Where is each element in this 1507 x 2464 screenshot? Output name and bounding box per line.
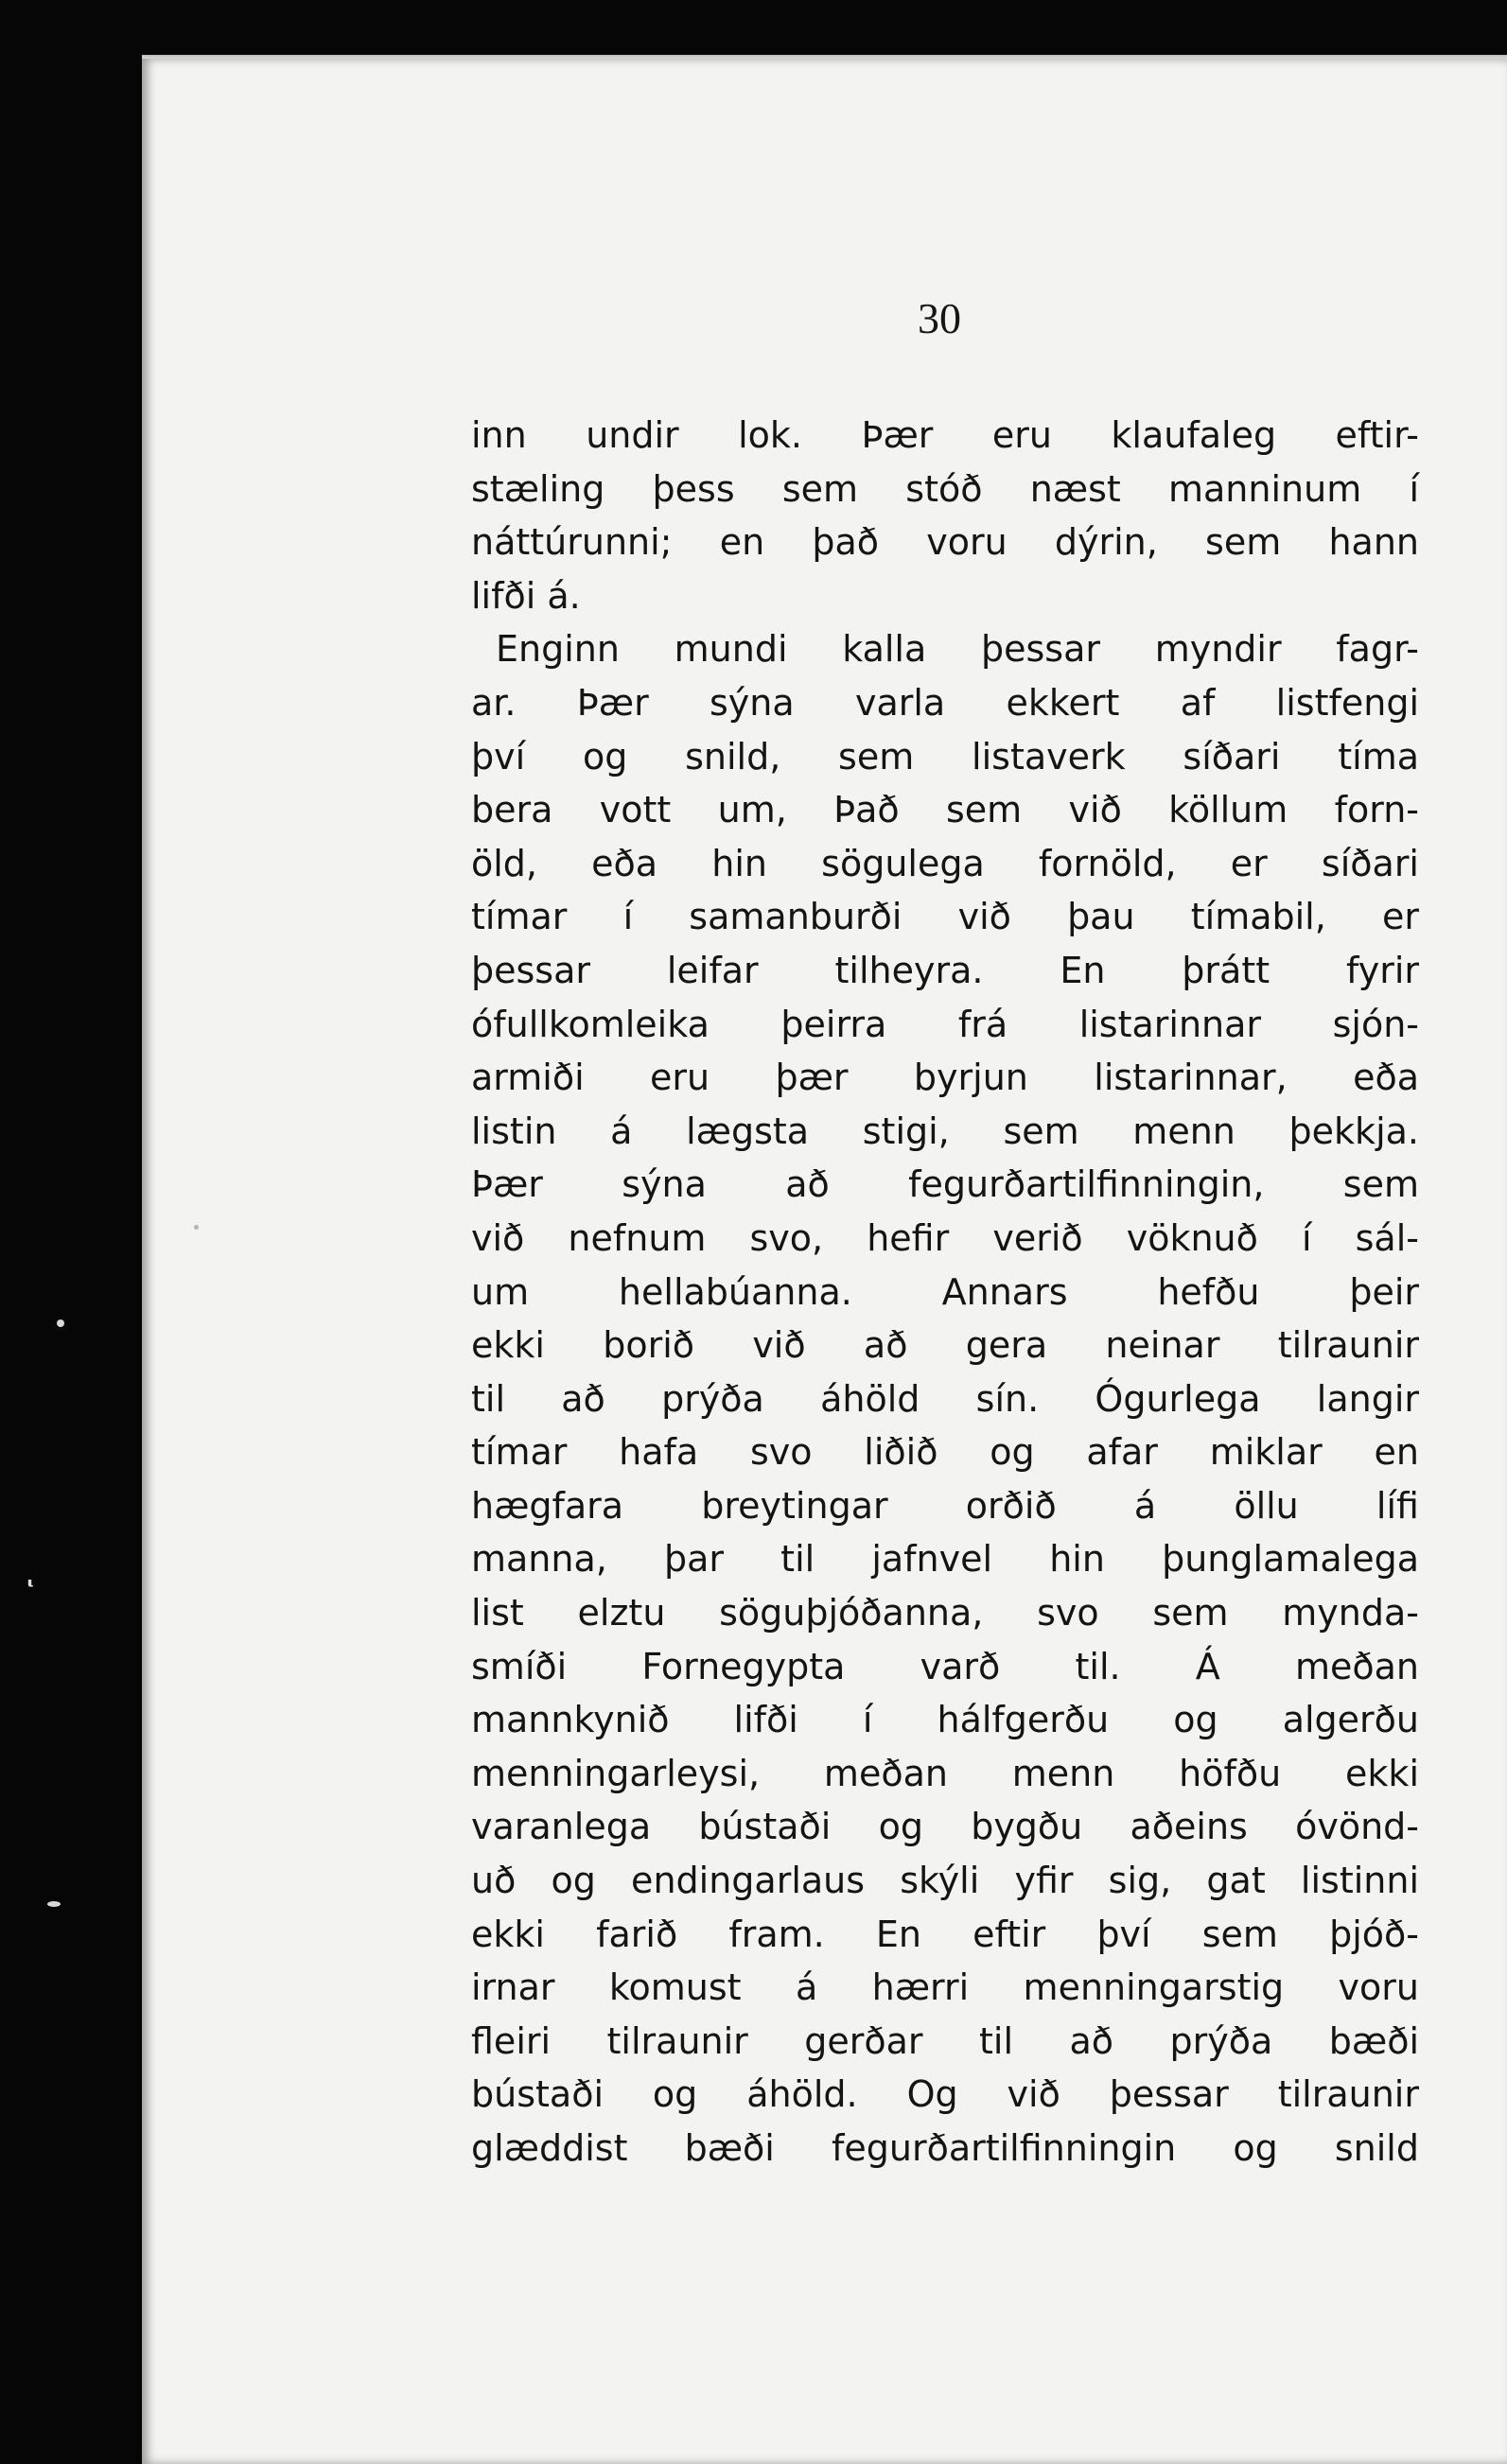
body-text — [471, 409, 1419, 2176]
text-line: tímar hafa svo liðið og afar miklar en — [471, 1431, 1419, 1474]
scan-speck — [194, 1225, 199, 1230]
text-line: lifði á. — [471, 574, 581, 617]
text-line: ekki farið fram. En eftir því sem þjóð- — [471, 1913, 1419, 1955]
text-line: uð og endingarlaus skýli yfir sig, gat listinni — [471, 1860, 1419, 1902]
text-line: smíði Fornegypta varð til. Á meðan — [471, 1645, 1419, 1687]
text-line: ófullkomleika þeirra frá listarinnar sjón- — [471, 1003, 1419, 1045]
text-line: manna, þar til jafnvel hin þunglamalega — [471, 1538, 1419, 1581]
text-line: listin á lægsta stigi, sem menn þekkja. — [471, 1110, 1419, 1152]
text-line: til að prýða áhöld sín. Ógurlega langir — [471, 1377, 1419, 1420]
text-line: glæddist bæði fegurðartilfinningin og snild — [471, 2127, 1419, 2169]
scan-artifact-mark: ͺ — [19, 1537, 41, 1588]
text-line: Þær sýna að fegurðartilfinningin, sem — [471, 1163, 1419, 1206]
text-line: þessar leifar tilheyra. En þrátt fyrir — [471, 949, 1419, 991]
text-line: við nefnum svo, hefir verið vöknuð í sál- — [471, 1216, 1419, 1259]
text-line: varanlega bústaði og bygðu aðeins óvönd- — [471, 1806, 1419, 1848]
text-line: öld, eða hin sögulega fornöld, er síðari — [471, 842, 1419, 884]
text-line: Enginn mundi kalla þessar myndir fagr- — [496, 628, 1419, 671]
text-line: ar. Þær sýna varla ekkert af listfengi — [471, 681, 1419, 724]
text-line: fleiri tilraunir gerðar til að prýða bæði — [471, 2019, 1419, 2062]
text-line: armiði eru þær byrjun listarinnar, eða — [471, 1057, 1419, 1099]
text-line: hægfara breytingar orðið á öllu lífi — [471, 1484, 1419, 1527]
text-line: ekki borið við að gera neinar tilraunir — [471, 1324, 1419, 1367]
text-line: stæling þess sem stóð næst manninum í — [471, 467, 1419, 510]
text-line: bera vott um, Það sem við köllum forn- — [471, 789, 1419, 831]
scan-speck — [57, 1319, 64, 1327]
text-line: inn undir lok. Þær eru klaufaleg eftir- — [471, 414, 1419, 456]
text-line: list elztu söguþjóðanna, svo sem mynda- — [471, 1592, 1419, 1634]
text-line: bústaði og áhöld. Og við þessar tilraunir — [471, 2073, 1419, 2116]
text-line: náttúrunni; en það voru dýrin, sem hann — [471, 521, 1419, 564]
text-line: menningarleysi, meðan menn höfðu ekki — [471, 1752, 1419, 1794]
text-line: irnar komust á hærri menningarstig voru — [471, 1966, 1419, 2009]
text-line: því og snild, sem listaverk síðari tíma — [471, 735, 1419, 778]
page-number: 30 — [918, 294, 961, 342]
text-line: um hellabúanna. Annars hefðu þeir — [471, 1270, 1419, 1313]
text-line: tímar í samanburði við þau tímabil, er — [471, 896, 1419, 938]
scan-speck — [47, 1901, 61, 1907]
text-line: mannkynið lifði í hálfgerðu og algerðu — [471, 1699, 1419, 1741]
